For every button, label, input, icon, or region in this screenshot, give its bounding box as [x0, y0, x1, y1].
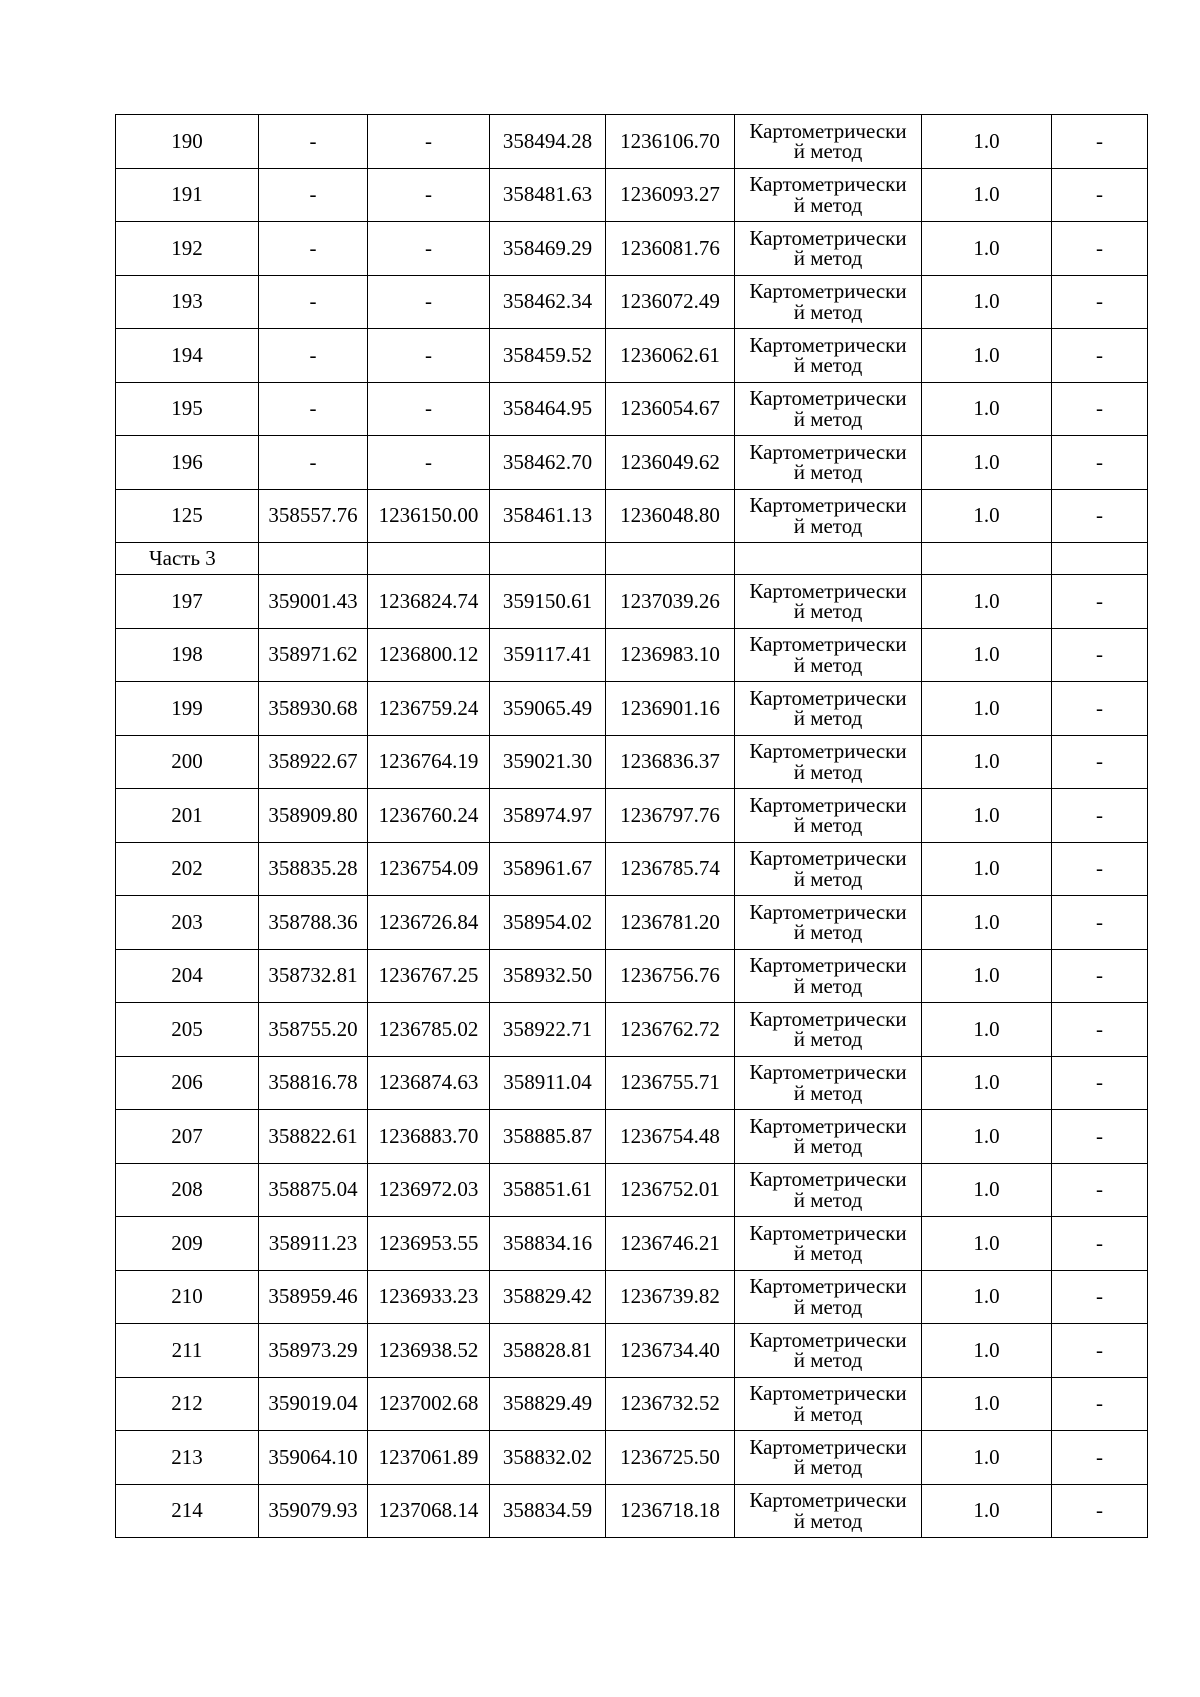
existing-y-cell: 1236800.12 [368, 628, 490, 682]
method-text-line2: й метод [793, 1187, 863, 1212]
method-cell [735, 789, 922, 843]
note-cell: - [1052, 628, 1148, 682]
method-text-line2: й метод [793, 973, 863, 998]
point-number-cell: 208 [116, 1163, 259, 1217]
existing-y-cell: 1236824.74 [368, 575, 490, 629]
method-text-line2: й метод [793, 406, 863, 431]
method-text-line1: Картометрически [749, 332, 907, 357]
point-number-cell: 204 [116, 949, 259, 1003]
new-y-cell: 1236054.67 [606, 382, 735, 436]
accuracy-cell: 1.0 [922, 1003, 1052, 1057]
empty-cell [1052, 543, 1148, 575]
existing-x-cell: 359001.43 [259, 575, 368, 629]
point-number-cell: 207 [116, 1110, 259, 1164]
method-text-line1: Картометрически [749, 1488, 907, 1513]
table-row [116, 275, 1148, 329]
table-row [116, 168, 1148, 222]
empty-cell [735, 543, 922, 575]
new-x-cell: 358829.49 [490, 1377, 606, 1431]
existing-y-cell: - [368, 329, 490, 383]
point-number-cell: 199 [116, 682, 259, 736]
new-x-cell: 359065.49 [490, 682, 606, 736]
existing-x-cell: 358930.68 [259, 682, 368, 736]
accuracy-cell: 1.0 [922, 489, 1052, 543]
new-x-cell: 358834.59 [490, 1484, 606, 1538]
new-x-cell: 358459.52 [490, 329, 606, 383]
point-number-cell: 206 [116, 1056, 259, 1110]
method-cell [735, 115, 922, 169]
point-number-cell: 193 [116, 275, 259, 329]
existing-y-cell: - [368, 436, 490, 490]
method-text-line1: Картометрически [749, 1060, 907, 1085]
method-text-line1: Картометрически [749, 493, 907, 518]
method-cell [735, 682, 922, 736]
method-text-line1: Картометрически [749, 792, 907, 817]
new-y-cell: 1236093.27 [606, 168, 735, 222]
table-row [116, 842, 1148, 896]
point-number-cell: 125 [116, 489, 259, 543]
new-y-cell: 1236081.76 [606, 222, 735, 276]
new-x-cell: 358462.70 [490, 436, 606, 490]
table-section-part-2 [116, 115, 1148, 543]
note-cell: - [1052, 575, 1148, 629]
method-cell [735, 628, 922, 682]
table-section-header [116, 543, 1148, 575]
table-row [116, 896, 1148, 950]
note-cell: - [1052, 1270, 1148, 1324]
table-row [116, 382, 1148, 436]
accuracy-cell: 1.0 [922, 1163, 1052, 1217]
point-number-cell: 200 [116, 735, 259, 789]
method-text-line2: й метод [793, 1241, 863, 1266]
method-text-line2: й метод [793, 460, 863, 485]
point-number-cell: 192 [116, 222, 259, 276]
new-y-cell: 1236755.71 [606, 1056, 735, 1110]
accuracy-cell: 1.0 [922, 575, 1052, 629]
table-row [116, 682, 1148, 736]
existing-y-cell: 1236972.03 [368, 1163, 490, 1217]
accuracy-cell: 1.0 [922, 222, 1052, 276]
note-cell: - [1052, 222, 1148, 276]
existing-x-cell: - [259, 115, 368, 169]
method-cell [735, 1003, 922, 1057]
method-cell [735, 382, 922, 436]
method-cell [735, 1056, 922, 1110]
method-cell [735, 842, 922, 896]
note-cell: - [1052, 115, 1148, 169]
method-text-line2: й метод [793, 920, 863, 945]
point-number-cell: 195 [116, 382, 259, 436]
method-text-line2: й метод [793, 1508, 863, 1533]
new-x-cell: 358974.97 [490, 789, 606, 843]
point-number-cell: 198 [116, 628, 259, 682]
point-number-cell: 209 [116, 1217, 259, 1271]
accuracy-cell: 1.0 [922, 168, 1052, 222]
new-y-cell: 1236732.52 [606, 1377, 735, 1431]
accuracy-cell: 1.0 [922, 436, 1052, 490]
method-text-line2: й метод [793, 706, 863, 731]
note-cell: - [1052, 489, 1148, 543]
method-text-line2: й метод [793, 139, 863, 164]
existing-x-cell: 358909.80 [259, 789, 368, 843]
new-x-cell: 358832.02 [490, 1431, 606, 1485]
table-row [116, 789, 1148, 843]
existing-x-cell: 358973.29 [259, 1324, 368, 1378]
table-row [116, 1377, 1148, 1431]
method-cell [735, 1110, 922, 1164]
new-y-cell: 1236725.50 [606, 1431, 735, 1485]
existing-y-cell: 1236726.84 [368, 896, 490, 950]
method-text-line2: й метод [793, 353, 863, 378]
method-text-line2: й метод [793, 866, 863, 891]
existing-x-cell: 358788.36 [259, 896, 368, 950]
new-y-cell: 1236836.37 [606, 735, 735, 789]
method-cell [735, 436, 922, 490]
point-number-cell: 194 [116, 329, 259, 383]
existing-y-cell: 1237068.14 [368, 1484, 490, 1538]
table-row [116, 1003, 1148, 1057]
existing-x-cell: 358822.61 [259, 1110, 368, 1164]
existing-x-cell: 359079.93 [259, 1484, 368, 1538]
empty-cell [606, 543, 735, 575]
existing-y-cell: - [368, 115, 490, 169]
existing-x-cell: 358911.23 [259, 1217, 368, 1271]
existing-x-cell: - [259, 222, 368, 276]
existing-x-cell: - [259, 168, 368, 222]
existing-x-cell: 358816.78 [259, 1056, 368, 1110]
table-row [116, 1431, 1148, 1485]
method-text-line2: й метод [793, 1294, 863, 1319]
method-text-line2: й метод [793, 759, 863, 784]
method-text-line1: Картометрически [749, 1381, 907, 1406]
point-number-cell: 211 [116, 1324, 259, 1378]
new-y-cell: 1237039.26 [606, 575, 735, 629]
method-cell [735, 896, 922, 950]
existing-x-cell: 358557.76 [259, 489, 368, 543]
existing-y-cell: 1236874.63 [368, 1056, 490, 1110]
existing-y-cell: 1236760.24 [368, 789, 490, 843]
table-row [116, 735, 1148, 789]
new-y-cell: 1236718.18 [606, 1484, 735, 1538]
note-cell: - [1052, 436, 1148, 490]
note-cell: - [1052, 1056, 1148, 1110]
existing-y-cell: - [368, 168, 490, 222]
method-text-line1: Картометрически [749, 279, 907, 304]
method-text-line2: й метод [793, 1080, 863, 1105]
accuracy-cell: 1.0 [922, 1377, 1052, 1431]
accuracy-cell: 1.0 [922, 842, 1052, 896]
accuracy-cell: 1.0 [922, 1110, 1052, 1164]
note-cell: - [1052, 329, 1148, 383]
table-row [116, 1217, 1148, 1271]
note-cell: - [1052, 842, 1148, 896]
new-y-cell: 1236785.74 [606, 842, 735, 896]
existing-y-cell: - [368, 222, 490, 276]
table-row [116, 949, 1148, 1003]
new-y-cell: 1236901.16 [606, 682, 735, 736]
method-cell [735, 168, 922, 222]
method-text-line2: й метод [793, 813, 863, 838]
table-row [116, 489, 1148, 543]
point-number-cell: 214 [116, 1484, 259, 1538]
new-x-cell: 358494.28 [490, 115, 606, 169]
new-y-cell: 1236746.21 [606, 1217, 735, 1271]
method-cell [735, 222, 922, 276]
point-number-cell: 205 [116, 1003, 259, 1057]
new-y-cell: 1236734.40 [606, 1324, 735, 1378]
accuracy-cell: 1.0 [922, 1217, 1052, 1271]
note-cell: - [1052, 1163, 1148, 1217]
method-text-line2: й метод [793, 1401, 863, 1426]
existing-x-cell: - [259, 436, 368, 490]
new-x-cell: 358922.71 [490, 1003, 606, 1057]
accuracy-cell: 1.0 [922, 628, 1052, 682]
point-number-cell: 210 [116, 1270, 259, 1324]
existing-y-cell: 1236933.23 [368, 1270, 490, 1324]
table-row [116, 1324, 1148, 1378]
method-text-line1: Картометрически [749, 386, 907, 411]
coordinates-table [115, 114, 1148, 1538]
method-text-line2: й метод [793, 246, 863, 271]
note-cell: - [1052, 1110, 1148, 1164]
new-x-cell: 358462.34 [490, 275, 606, 329]
method-text-line1: Картометрически [749, 1113, 907, 1138]
method-cell [735, 1217, 922, 1271]
point-number-cell: 191 [116, 168, 259, 222]
method-text-line1: Картометрически [749, 439, 907, 464]
method-cell [735, 329, 922, 383]
new-x-cell: 359117.41 [490, 628, 606, 682]
method-text-line2: й метод [793, 1348, 863, 1373]
table-row [116, 575, 1148, 629]
existing-y-cell: 1236953.55 [368, 1217, 490, 1271]
existing-y-cell: 1236764.19 [368, 735, 490, 789]
table-row [116, 1110, 1148, 1164]
existing-x-cell: 358959.46 [259, 1270, 368, 1324]
existing-y-cell: 1236938.52 [368, 1324, 490, 1378]
method-text-line1: Картометрически [749, 899, 907, 924]
table-row [116, 1056, 1148, 1110]
new-x-cell: 358834.16 [490, 1217, 606, 1271]
note-cell: - [1052, 682, 1148, 736]
new-x-cell: 359150.61 [490, 575, 606, 629]
note-cell: - [1052, 949, 1148, 1003]
point-number-cell: 202 [116, 842, 259, 896]
empty-cell [490, 543, 606, 575]
accuracy-cell: 1.0 [922, 1431, 1052, 1485]
new-y-cell: 1236072.49 [606, 275, 735, 329]
new-y-cell: 1236106.70 [606, 115, 735, 169]
part-label: Часть 3 [116, 543, 259, 575]
note-cell: - [1052, 275, 1148, 329]
point-number-cell: 203 [116, 896, 259, 950]
accuracy-cell: 1.0 [922, 1324, 1052, 1378]
method-text-line1: Картометрически [749, 1006, 907, 1031]
existing-x-cell: 358732.81 [259, 949, 368, 1003]
accuracy-cell: 1.0 [922, 789, 1052, 843]
method-text-line1: Картометрически [749, 1220, 907, 1245]
existing-y-cell: 1236150.00 [368, 489, 490, 543]
accuracy-cell: 1.0 [922, 1270, 1052, 1324]
method-cell [735, 575, 922, 629]
method-text-line1: Картометрически [749, 846, 907, 871]
new-y-cell: 1236781.20 [606, 896, 735, 950]
existing-y-cell: 1236767.25 [368, 949, 490, 1003]
accuracy-cell: 1.0 [922, 735, 1052, 789]
new-y-cell: 1236762.72 [606, 1003, 735, 1057]
new-x-cell: 358464.95 [490, 382, 606, 436]
new-x-cell: 358851.61 [490, 1163, 606, 1217]
method-text-line2: й метод [793, 599, 863, 624]
note-cell: - [1052, 168, 1148, 222]
accuracy-cell: 1.0 [922, 896, 1052, 950]
accuracy-cell: 1.0 [922, 682, 1052, 736]
existing-x-cell: 358971.62 [259, 628, 368, 682]
existing-y-cell: 1236759.24 [368, 682, 490, 736]
new-y-cell: 1236756.76 [606, 949, 735, 1003]
method-cell [735, 1377, 922, 1431]
new-y-cell: 1236983.10 [606, 628, 735, 682]
new-x-cell: 358469.29 [490, 222, 606, 276]
table-row [116, 329, 1148, 383]
new-x-cell: 358828.81 [490, 1324, 606, 1378]
existing-y-cell: 1236785.02 [368, 1003, 490, 1057]
new-x-cell: 358481.63 [490, 168, 606, 222]
accuracy-cell: 1.0 [922, 115, 1052, 169]
method-text-line1: Картометрически [749, 1274, 907, 1299]
note-cell: - [1052, 896, 1148, 950]
method-text-line2: й метод [793, 1455, 863, 1480]
existing-x-cell: - [259, 329, 368, 383]
new-y-cell: 1236752.01 [606, 1163, 735, 1217]
new-y-cell: 1236048.80 [606, 489, 735, 543]
point-number-cell: 197 [116, 575, 259, 629]
new-x-cell: 358885.87 [490, 1110, 606, 1164]
method-text-line2: й метод [793, 299, 863, 324]
existing-y-cell: 1237061.89 [368, 1431, 490, 1485]
method-text-line2: й метод [793, 1027, 863, 1052]
note-cell: - [1052, 382, 1148, 436]
new-x-cell: 358932.50 [490, 949, 606, 1003]
accuracy-cell: 1.0 [922, 382, 1052, 436]
point-number-cell: 196 [116, 436, 259, 490]
method-text-line1: Картометрически [749, 172, 907, 197]
part-header-row [116, 543, 1148, 575]
method-text-line1: Картометрически [749, 1167, 907, 1192]
note-cell: - [1052, 1324, 1148, 1378]
table-row [116, 436, 1148, 490]
existing-x-cell: 358835.28 [259, 842, 368, 896]
method-text-line1: Картометрически [749, 739, 907, 764]
note-cell: - [1052, 735, 1148, 789]
new-x-cell: 358911.04 [490, 1056, 606, 1110]
method-text-line2: й метод [793, 1134, 863, 1159]
new-y-cell: 1236797.76 [606, 789, 735, 843]
method-text-line1: Картометрически [749, 953, 907, 978]
method-text-line1: Картометрически [749, 1434, 907, 1459]
accuracy-cell: 1.0 [922, 275, 1052, 329]
accuracy-cell: 1.0 [922, 1056, 1052, 1110]
method-cell [735, 1324, 922, 1378]
note-cell: - [1052, 1217, 1148, 1271]
method-text-line2: й метод [793, 192, 863, 217]
table-row [116, 1484, 1148, 1538]
point-number-cell: 212 [116, 1377, 259, 1431]
point-number-cell: 201 [116, 789, 259, 843]
method-text-line1: Картометрически [749, 118, 907, 143]
table-row [116, 628, 1148, 682]
note-cell: - [1052, 1431, 1148, 1485]
new-x-cell: 358954.02 [490, 896, 606, 950]
method-cell [735, 1270, 922, 1324]
new-x-cell: 358461.13 [490, 489, 606, 543]
method-cell [735, 735, 922, 789]
method-text-line1: Картометрически [749, 1327, 907, 1352]
new-x-cell: 358961.67 [490, 842, 606, 896]
existing-x-cell: 358922.67 [259, 735, 368, 789]
existing-x-cell: - [259, 382, 368, 436]
method-text-line2: й метод [793, 652, 863, 677]
existing-y-cell: 1236754.09 [368, 842, 490, 896]
new-y-cell: 1236049.62 [606, 436, 735, 490]
method-cell [735, 949, 922, 1003]
note-cell: - [1052, 1484, 1148, 1538]
accuracy-cell: 1.0 [922, 1484, 1052, 1538]
existing-x-cell: 359019.04 [259, 1377, 368, 1431]
method-text-line1: Картометрически [749, 632, 907, 657]
new-x-cell: 358829.42 [490, 1270, 606, 1324]
note-cell: - [1052, 789, 1148, 843]
existing-x-cell: 358875.04 [259, 1163, 368, 1217]
table-section-part-3 [116, 575, 1148, 1538]
new-y-cell: 1236062.61 [606, 329, 735, 383]
existing-y-cell: 1236883.70 [368, 1110, 490, 1164]
new-y-cell: 1236754.48 [606, 1110, 735, 1164]
existing-y-cell: 1237002.68 [368, 1377, 490, 1431]
table-row [116, 1270, 1148, 1324]
empty-cell [368, 543, 490, 575]
method-text-line2: й метод [793, 513, 863, 538]
method-cell [735, 489, 922, 543]
existing-x-cell: 358755.20 [259, 1003, 368, 1057]
accuracy-cell: 1.0 [922, 949, 1052, 1003]
existing-y-cell: - [368, 382, 490, 436]
new-y-cell: 1236739.82 [606, 1270, 735, 1324]
method-text-line1: Картометрически [749, 578, 907, 603]
existing-x-cell: 359064.10 [259, 1431, 368, 1485]
empty-cell [259, 543, 368, 575]
method-text-line1: Картометрически [749, 225, 907, 250]
method-cell [735, 275, 922, 329]
point-number-cell: 190 [116, 115, 259, 169]
point-number-cell: 213 [116, 1431, 259, 1485]
method-cell [735, 1484, 922, 1538]
empty-cell [922, 543, 1052, 575]
note-cell: - [1052, 1377, 1148, 1431]
accuracy-cell: 1.0 [922, 329, 1052, 383]
existing-y-cell: - [368, 275, 490, 329]
method-text-line1: Картометрически [749, 685, 907, 710]
method-cell [735, 1163, 922, 1217]
new-x-cell: 359021.30 [490, 735, 606, 789]
note-cell: - [1052, 1003, 1148, 1057]
table-row [116, 222, 1148, 276]
method-cell [735, 1431, 922, 1485]
existing-x-cell: - [259, 275, 368, 329]
table-row [116, 115, 1148, 169]
table-row [116, 1163, 1148, 1217]
